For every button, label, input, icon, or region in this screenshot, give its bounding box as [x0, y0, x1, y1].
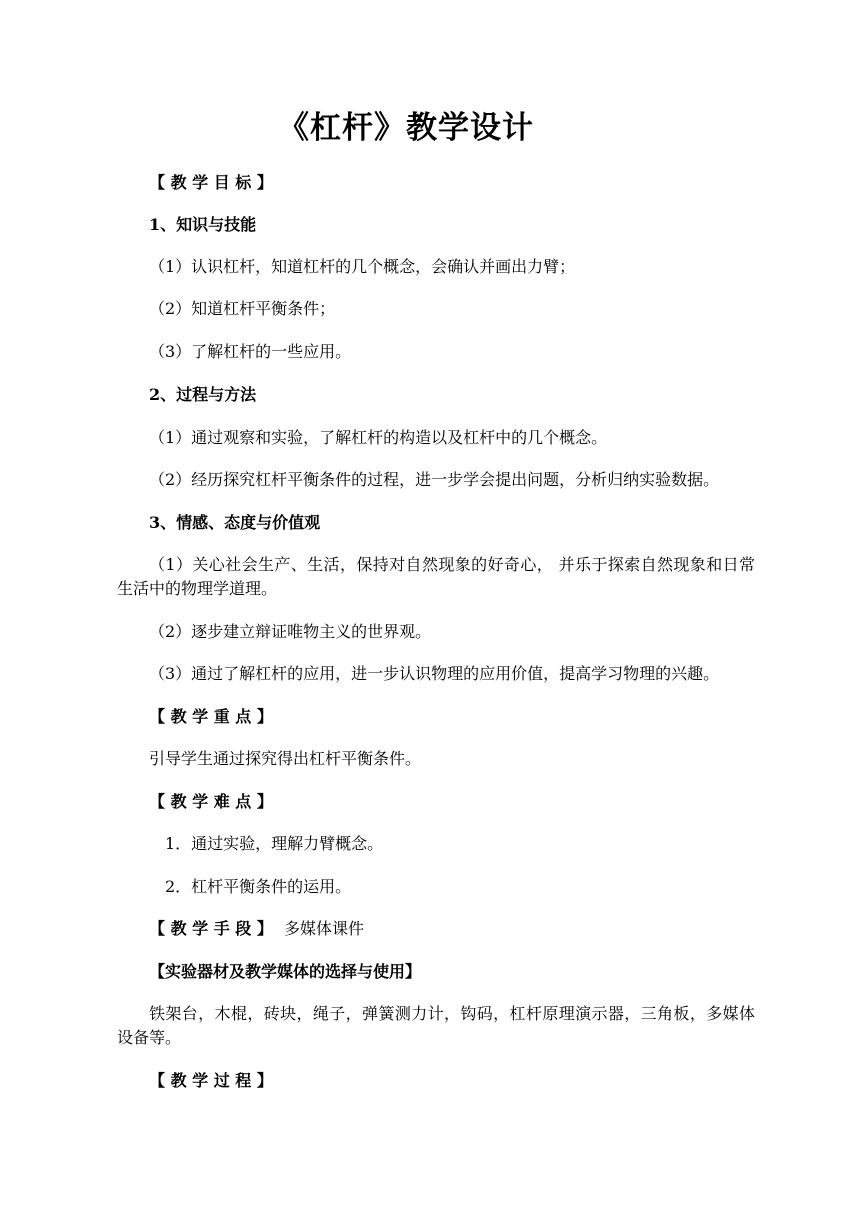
means-line: [149, 918, 364, 940]
knowledge-heading: 1、知识与技能: [149, 215, 257, 234]
means-heading: 【 教 学 手 段 】: [149, 919, 273, 938]
difficulty-item: 2．杠杆平衡条件的运用。: [165, 877, 352, 896]
process-section-heading: 【 教 学 过 程 】: [149, 1071, 273, 1090]
emotion-heading: 3、情感、态度与价值观: [149, 513, 321, 532]
process-item: （2）经历探究杠杆平衡条件的过程，进一步学会提出问题，分析归纳实验数据。: [149, 470, 720, 489]
means-text: 多媒体课件: [283, 919, 364, 938]
equipment-heading: 【实验器材及教学媒体的选择与使用】: [149, 962, 422, 981]
objectives-heading: 【 教 学 目 标 】: [149, 173, 273, 192]
process-item: （1）通过观察和实验，了解杠杆的构造以及杠杆中的几个概念。: [149, 428, 608, 447]
key-point-text: 引导学生通过探究得出杠杆平衡条件。: [149, 749, 422, 768]
document-title: 《杠杆》教学设计: [278, 110, 534, 146]
process-heading: 2、过程与方法: [149, 385, 257, 404]
difficulty-heading: 【 教 学 难 点 】: [149, 792, 273, 811]
difficulty-item: 1．通过实验，理解力臂概念。: [165, 834, 384, 853]
key-point-heading: 【 教 学 重 点 】: [149, 707, 273, 726]
emotion-item: （1）关心社会生产、生活，保持对自然现象的好奇心， 并乐于探索自然现象和日常生活中的物理学道理。: [117, 555, 755, 598]
knowledge-item: （3）了解杠杆的一些应用。: [149, 342, 352, 361]
knowledge-item: （1）认识杠杆，知道杠杆的几个概念，会确认并画出力臂；: [149, 257, 576, 276]
emotion-item: （3）通过了解杠杆的应用，进一步认识物理的应用价值，提高学习物理的兴趣。: [149, 664, 720, 683]
emotion-item: （2）逐步建立辩证唯物主义的世界观。: [149, 622, 432, 641]
knowledge-item: （2）知道杠杆平衡条件；: [149, 299, 336, 318]
equipment-text: 铁架台，木棍，砖块，绳子，弹簧测力计，钩码，杠杆原理演示器，三角板，多媒体设备等。: [117, 1004, 755, 1047]
